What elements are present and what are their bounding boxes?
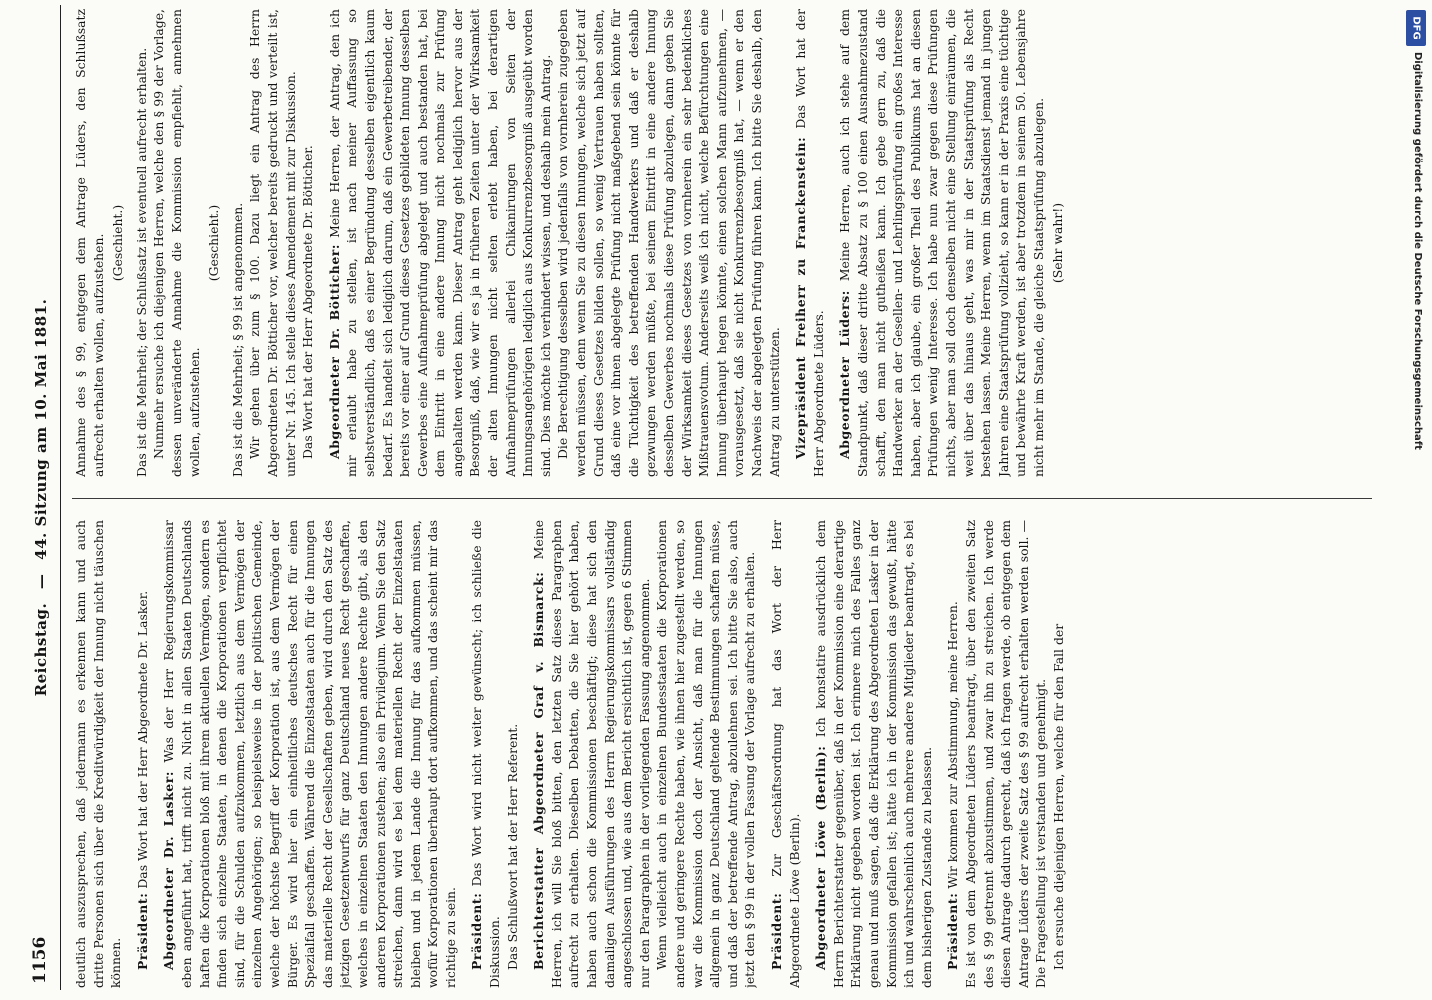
paragraph (1049, 9, 1067, 477)
digitization-credit (1405, 52, 1429, 752)
document-page (26, 5, 1396, 990)
paragraph-text: Wenn vielleicht auch in einzelnen Bundesstaaten die Korporationen andere und geringere Rechte haben, wie ihnen hier zugestellt werden, so war die Kommission doch der Ansicht, daß man für die Innungen allgemein in ganz Deutschland geltende Bestimmungen schaffen müsse, und daß der betreffende Antrag, abzulehnen sei. Ich bitte Sie also, auch jetzt den § 99 in der vollen Fassung der Vorlage aufrecht zu erhalten. (654, 520, 758, 988)
speaker-name: Präsident: (134, 892, 150, 970)
left-column (72, 520, 1372, 988)
paragraph (836, 9, 1047, 477)
paragraph (133, 9, 151, 477)
paragraph (504, 520, 522, 988)
paragraph-text: Das Wort hat der Herr Abgeordnete Lüders. (793, 9, 826, 477)
speaker-name: Präsident: (469, 892, 485, 970)
paragraph-text: (Geschieht.) (110, 204, 126, 282)
paragraph-text: Meine Herren, der Antrag, den ich mir erlaubt habe zu stellen, ist nach meiner Auffassung so selbstverständlich, daß es einer Begründung desselben eigentlich kaum bedarf. Es handelt sich lediglich darum, daß ein Gewerbetreibender, der bereits vor einer auf Grund dieses Gesetzes gebildeten Innung desselben Gewerbes eine Aufnahmeprüfung abgelegt und auch bestanden hat, bei dem Eintritt in eine andere Innung nicht nochmals zur Prüfung angehalten werden kann. Dieser Antrag geht lediglich hervor aus der Besorgniß, daß, wie wir es ja in früheren Zeiten unter der Wirksamkeit der alten Innungen nicht selten erlebt haben, bei derartigen Aufnahmeprüfungen allerlei Chikanirungen von Seiten der Innungsangehörigen lediglich aus Konkurrenzbesorgniß ausgeübt worden sind. Dies möchte ich verhindert wissen, und deshalb mein Antrag. (326, 9, 553, 477)
paragraph-text: Wir gehen über zum § 100. Dazu liegt ein Antrag des Herrn Abgeordneten Dr. Bötticher vor, welcher bereits gedruckt und verteilt ist, unter Nr. 145. Ich stelle dieses Amendement mit zur Diskussion. (247, 9, 298, 477)
running-header (26, 5, 61, 990)
paragraph (299, 9, 317, 477)
paragraph-text: Das ist die Mehrheit; § 99 ist angenommen. (229, 202, 245, 477)
header-dash: — (32, 573, 50, 590)
paragraph (205, 9, 223, 477)
paragraph-text: Die Berechtigung desselben wird jedenfalls von vornherein zugegeben werden müssen, denn wenn Sie zu diesen Innungen, welche sich jetzt auf Grund dieses Gesetzes bilden sollen, so wenig Vertrauen haben sollten, daß eine vor ihnen abgelegte Prüfung nicht maßgebend sein könnte für die Tüchtigkeit des betreffenden Handwerkers und daß er deshalb gezwungen werden müßte, bei seinem Eintritt in eine andere Innung desselben Gewerbes nochmals diese Prüfung abzulegen, dann geben Sie der Wirksamkeit dieses Gesetzes von vornherein ein sehr bedenkliches Mißtrauensvotum. Anderseits weiß ich nicht, welche Befürchtungen eine Innung überhaupt hegen könnte, einen solchen Mann aufzunehmen, — vorausgesetzt, daß sie nicht Konkurrenzbesorgniß hat, — wenn er den Nachweis der abgelegten Prüfung führen kann. Ich bitte Sie deshalb, den Antrag zu unterstützen. (555, 9, 782, 477)
header-chamber: Reichstag. (32, 602, 50, 697)
paragraph (812, 520, 935, 988)
paragraph (229, 9, 247, 477)
digitization-credit-text: Digitalisierung gefördert durch die Deutsche Forschungsgemeinschaft (1412, 52, 1423, 450)
page-number: 1156 (30, 936, 50, 984)
paragraph (72, 9, 107, 477)
paragraph-text: Was der Herr Regierungskommissar eben angeführt hat, trifft nicht zu. Nicht in allen Staaten Deutschlands haften die Korporationen bloß mit ihrem aktuellen Vermögen, sondern es finden sich einzelne Staaten, in denen die Korporationen verpflichtet sind, für die Schulden aufzukommen, letztlich aus dem Vermögen der einzelnen Angehörigen; so beispielsweise in der politischen Gemeinde, welche der höchste Begriff der Korporation ist, aus dem Vermögen der Bürger. Es wird hier ein einheitliches deutsches Recht für einen Spezialfall geschaffen. Während die Einzelstaaten auch für die Innungen das materielle Recht der Gesellschaften geben, wird durch den Satz des jetzigen Gesetzentwurfs für ganz Deutschland neues Recht geschaffen, welches in einzelnen Staaten den Innungen andere Rechte gibt, als den anderen Korporationen zustehen; also ein Privilegium. Wenn Sie den Satz streichen, dann wird es bei dem materiellen Recht der Einzelstaaten bleiben und in jedem Lande die Innung für das aufkommen müssen, wofür Korporationen überhaupt dort aufkommen, und das scheint mir das richtige zu sein. (161, 520, 458, 988)
paragraph-text: (Sehr wahr!) (1050, 202, 1066, 284)
paragraph-text: Das ist die Mehrheit; der Schlußsatz ist eventuell aufrecht erhalten. (133, 47, 149, 477)
paragraph (768, 520, 803, 988)
paragraph (72, 520, 125, 988)
speaker-name: Berichterstatter Abgeordneter Graf v. Bismarck: (531, 571, 547, 970)
digitization-sidebar (1405, 8, 1429, 993)
paragraph-text: Das Wort wird nicht weiter gewünscht; ich schließe die Diskussion. (469, 520, 503, 988)
dfg-logo-text: DFG (1410, 16, 1422, 40)
paragraph (554, 9, 783, 477)
paragraph-text: Meine Herren, auch ich stehe auf dem Standpunkt, daß dieser dritte Absatz zu § 100 einen Ausnahmezustand schafft, den man nicht gutheißen kann. Ich gebe gern zu, daß die Handwerker an der Gesellen- und Lehrlingsprüfung ein großes Interesse haben, aber ich glaube, ein großer Theil des Publikums hat an diesen Prüfungen wenig Interesse. Ich habe nun zwar gegen diese Prüfungen nichts, aber man soll doch denselben nicht eine Stellung einräumen, die weit über das hinaus geht, was mir in der Staatsprüfung als Recht bestehen lassen. Meine Herren, wenn im Staatsdienst jemand in jungen Jahren eine Staatsprüfung vollzieht, so kann er in der Praxis eine tüchtige und bewährte Kraft werden, ist aber trotzdem in seinem 50. Lebensjahre nicht mehr im Stande, die gleiche Staatsprüfung abzulegen. (837, 9, 1046, 477)
speaker-name: Abgeordneter Dr. Bötticher: (326, 243, 342, 459)
paragraph (653, 520, 759, 988)
speaker-name: Abgeordneter Dr. Lasker: (161, 770, 177, 970)
paragraph (530, 520, 653, 988)
paragraph (1050, 520, 1068, 988)
paragraph-text: Zur Geschäftsordnung hat das Wort der Herr Abgeordnete Löwe (Berlin). (768, 520, 802, 988)
paragraph (962, 520, 1050, 988)
column-divider (72, 498, 1372, 499)
right-column (72, 9, 1372, 477)
paragraph (109, 9, 127, 477)
paragraph (150, 9, 203, 477)
header-session: 44. Sitzung am 10. Mai 1881. (32, 298, 50, 560)
paragraph-text: Das Wort hat der Herr Abgeordnete Dr. Bötticher. (300, 145, 316, 459)
header-title (32, 5, 50, 990)
paragraph (944, 520, 962, 988)
paragraph-text: Das Schlußwort hat der Herr Referent. (504, 723, 520, 970)
paragraph-text: Annahme des § 99, entgegen dem Antrage Lüders, den Schlußsatz aufrecht erhalten wollen, aufzustehen. (73, 9, 106, 477)
paragraph (792, 9, 827, 477)
speaker-name: Vizepräsident Freiherr zu Franckenstein: (793, 136, 809, 459)
speaker-name: Präsident: (945, 892, 961, 970)
speaker-name: Präsident: (768, 892, 784, 970)
paragraph (134, 520, 152, 988)
paragraph (160, 520, 459, 988)
paragraph-text: deutlich auszusprechen, daß jedermann es erkennen kann und auch dritte Personen sich über die Kreditwürdigkeit der Innung nicht täuschen können. (73, 520, 124, 988)
paragraph-text: Meine Herren, ich will Sie bloß bitten, den letzten Satz dieses Paragraphen aufrecht zu erhalten. Dieselben Debatten, die Sie hier gehört haben, haben auch schon die Kommissionen beschäftigt; diese hat sich den damaligen Ausführungen des Herrn Regierungskommissars vollständig angeschlossen und, wie aus dem Bericht ersichtlich ist, gegen 6 Stimmen nur den Paragraphen in der vorliegenden Fassung angenommen. (531, 520, 652, 988)
paragraph-text: (Geschieht.) (206, 204, 222, 282)
paragraph (326, 9, 555, 477)
paragraph (246, 9, 299, 477)
paragraph-text: Nunmehr ersuche ich diejenigen Herren, welche den § 99 der Vorlage, dessen unveränderte Annahme die Kommission empfiehlt, annehmen wollen, aufzustehen. (151, 9, 202, 477)
dfg-logo (1406, 10, 1426, 46)
speaker-name: Abgeordneter Lüders: (837, 290, 853, 459)
paragraph-text: Ich ersuche diejenigen Herren, welche für den Fall der (1050, 623, 1066, 970)
paragraph-text: Das Wort hat der Herr Abgeordnete Dr. Lasker. (134, 590, 150, 889)
paragraph-text: Ich konstatire ausdrücklich dem Herrn Berichterstatter gegenüber, daß in der Kommission eine derartige Erklärung nicht gegeben worden ist. Ich erinnere mich des Falles ganz genau und muß sagen, daß die Erklärung des Abgeordneten Lasker in der Kommission gefallen ist; hätte ich in der Kommission das gewußt, hätte ich und wahrscheinlich auch mehrere andere Mitglieder beantragt, es bei dem bisherigen Zustande zu belassen. (813, 520, 934, 988)
speaker-name: Abgeordneter Löwe (Berlin): (813, 745, 829, 970)
paragraph (468, 520, 503, 988)
paragraph-text: Es ist von dem Abgeordneten Lüders beantragt, über den zweiten Satz des § 99 getrennt abzustimmen, und zwar ihn zu streichen. Ich werde diesen Antrage dadurch gerecht, daß ich fragen werde, ob entgegen dem Antrage Lüders der zweite Satz des § 99 aufrecht erhalten werden soll. — Die Fragestellung ist verstanden und genehmigt. (962, 520, 1049, 988)
paragraph-text: Wir kommen zur Abstimmung, meine Herren. (945, 601, 961, 889)
